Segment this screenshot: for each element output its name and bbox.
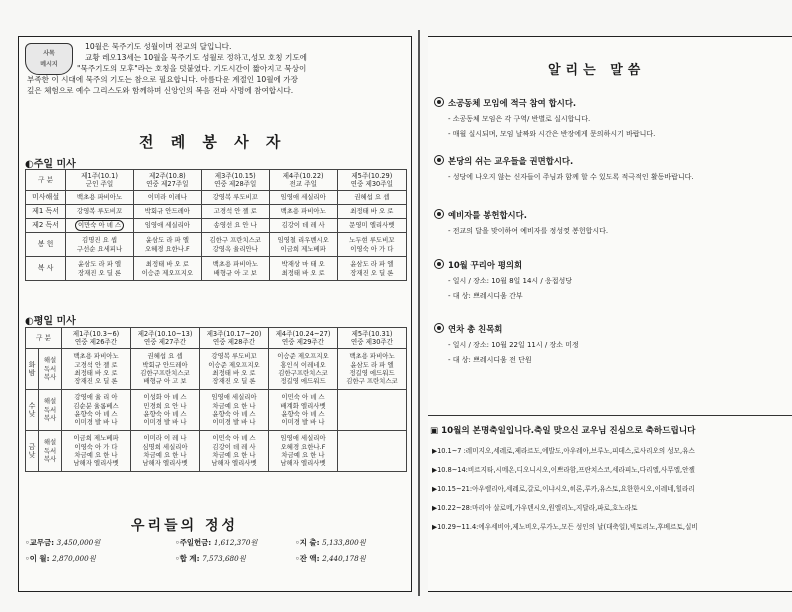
- cell-line: 제4주(10.22): [282, 171, 324, 180]
- offering-label: ◦잔 액:: [295, 554, 323, 563]
- table-cell: [133, 233, 201, 257]
- intro-line: 부족한 이 시대에 묵주의 기도는 참으로 필요합니다. 아름다운 계절인 10월에 가장: [27, 75, 298, 84]
- cell-line: 김명진 요 셉: [82, 236, 117, 245]
- notice-item: [434, 155, 790, 182]
- cell-line: 차금예 요 한 나: [281, 451, 325, 459]
- table-row: [26, 390, 407, 431]
- cell-line: 화: [28, 360, 36, 369]
- table-cell: [66, 205, 134, 219]
- table-cell: [338, 349, 407, 390]
- cell-line: 장재진 오 딜 론: [74, 377, 118, 386]
- cell-line: 제2주(10.10~13): [137, 329, 193, 338]
- cell-line: 박회규 안드레아: [144, 207, 190, 216]
- cell-line: 백초용 파비아노: [212, 260, 258, 269]
- table-cell: [131, 390, 200, 431]
- table-cell: [66, 191, 134, 205]
- cell-line: 오혜경 요한나.F: [144, 244, 190, 253]
- cell-line: 이미경 발 바 나: [143, 418, 187, 427]
- table-row: [26, 205, 407, 219]
- offering-value: 2,440,178원: [322, 554, 366, 563]
- cell-line: 제4주(10.24~27): [275, 329, 331, 338]
- table-cell: [337, 233, 406, 257]
- sunday-mass-heading: ◐주일 미사: [25, 159, 76, 170]
- cell-line: 이승준 제오프지오: [141, 268, 194, 277]
- cell-line: 홍인식 이레네오: [280, 360, 326, 369]
- offering-label: ◦주일헌금:: [175, 538, 214, 547]
- table-cell: [269, 205, 337, 219]
- cell-line: 구선순 요세피나: [76, 244, 123, 253]
- cell-line: 남해자 엘리사벳: [142, 459, 188, 468]
- role-label: [39, 349, 62, 390]
- cell-line: 윤향숙 아 녜 스: [143, 410, 187, 418]
- notice-item: [434, 259, 790, 301]
- cell-line: 김한구 프란치스코: [346, 377, 398, 386]
- table-cell: [66, 257, 134, 281]
- cell-line: 장재진 오 딜 론: [212, 377, 256, 386]
- feast-day-line: ▶10.8~14:비르지타,시메온,디오니시오,이쁘라함,프란치스코,세라피노,다리엘,사무엘,안젤: [432, 466, 695, 474]
- cell-line: 배형규 아 고 보: [213, 268, 257, 277]
- cell-line: 최정태 바 오 로: [212, 369, 256, 377]
- cell-line: 임영철 리우벤시오: [277, 236, 329, 245]
- cell-line: 윤향숙 아 녜 스: [74, 410, 118, 418]
- cell-line: 최정태 바 오 로: [281, 268, 325, 277]
- cell-line: 제1주(10.1): [81, 171, 118, 180]
- table-cell: [269, 349, 338, 390]
- table-cell: [66, 219, 134, 233]
- column-header: [200, 328, 269, 349]
- notice-item: [434, 209, 790, 236]
- intro-line: "묵주기도의 모후"라는 호칭을 덧붙였다. 기도시간이 짧아지고 묵상이: [77, 64, 307, 73]
- cell-line: 제2주(10.8): [148, 171, 186, 180]
- cell-line: 제3주(10.15): [214, 171, 256, 180]
- notice-heading-text: 본당의 쉬는 교우들을 권면합시다.: [448, 156, 574, 166]
- table-cell: [62, 349, 131, 390]
- liturgy-servers-title: 전 례 봉 사 자: [139, 133, 287, 151]
- cell-line: 해설: [43, 356, 57, 365]
- table-row: [26, 233, 407, 257]
- cell-line: 최정태 바 오 로: [74, 369, 118, 377]
- cell-line: 해설: [43, 438, 57, 447]
- cell-line: 배계화 엘리사벳: [280, 401, 326, 410]
- cell-line: 전교 주일: [289, 180, 317, 188]
- cell-line: 차금예 요 한 나: [212, 451, 256, 459]
- cell-line: 연중 제28주간: [212, 338, 256, 346]
- notice-line: - 일시 / 장소: 10월 8일 14시 / 응접성당: [448, 277, 573, 285]
- table-cell: [62, 390, 131, 431]
- cell-line: 권혜섭 요 셉: [354, 193, 390, 202]
- table-cell: [133, 205, 201, 219]
- offering-title: 우리들의 정성: [131, 518, 239, 534]
- cell-line: 윤삼도 라 파 엘: [77, 260, 122, 269]
- table-cell: [269, 390, 338, 431]
- weekday-roster-table: [25, 327, 407, 472]
- cell-line: 윤삼도 라 파 엘: [145, 236, 189, 245]
- notice-item: [434, 97, 790, 139]
- cell-line: 이미라 이레나: [147, 193, 187, 202]
- offering-label: ◦지 출:: [295, 538, 323, 547]
- table-cell: [133, 219, 201, 233]
- table-cell: [131, 349, 200, 390]
- table-row: [26, 257, 407, 281]
- cell-line: 이미경 발 바 나: [281, 418, 325, 427]
- cell-line: 김한구프란치스코: [140, 369, 190, 377]
- cell-line: 제3주(10.17~20): [206, 329, 262, 338]
- cell-line: 심명희 세실리아: [142, 442, 188, 451]
- cell-line: 최정태 바 오 로: [145, 260, 189, 269]
- notice-heading-text: 연차 총 친목회: [448, 324, 503, 334]
- column-header: [201, 170, 269, 191]
- table-cell: [337, 257, 406, 281]
- cell-line: 이승준 제오프지오: [208, 360, 260, 369]
- cell-line: 오혜경 요한나.F: [280, 442, 326, 451]
- cell-line: 민경희 요 안 나: [143, 401, 187, 410]
- notice-heading: [434, 259, 790, 271]
- feast-day-line: ▶10.22~28:마리아 살로메,가우덴시오,원엘리노,지달라,파로,호노라토: [432, 504, 638, 512]
- cell-line: 정길영 에드워드: [280, 377, 326, 386]
- fold-divider: [418, 30, 420, 596]
- table-row: [26, 219, 407, 233]
- cell-line: 임영애 세실리아: [280, 434, 326, 443]
- notice-line: - 성당에 나오지 않는 신자들이 주님과 함께 할 수 있도록 적극적인 활동바랍니다.: [448, 173, 694, 181]
- table-cell: [269, 431, 338, 472]
- cell-line: 장재진 오 딜 론: [77, 268, 122, 277]
- cell-line: 장재진 오 딜 론: [350, 268, 394, 277]
- cell-line: 고경석 안 젤 로: [213, 207, 257, 216]
- day-label: [26, 390, 39, 431]
- cell-line: 김한구프란치스코: [278, 369, 328, 377]
- cell-line: 연중 제30주일: [350, 180, 393, 188]
- cell-line: 박회규 안드레아: [142, 360, 188, 369]
- table-cell: [201, 205, 269, 219]
- notice-heading-text: 소공동체 모임에 적극 참여 합시다.: [448, 98, 577, 108]
- feast-day-line: ▶10.1~7 :레미지오,세레로,제라르도,에발도,아우레아,브루노,피데스,로사리오의 성모,유스: [432, 447, 695, 455]
- cell-line: 차금예 요 한 나: [74, 451, 118, 459]
- table-cell: [66, 233, 134, 257]
- day-label: [26, 431, 39, 472]
- cell-line: 제5주(10.29): [351, 171, 393, 180]
- offering-item: [175, 537, 257, 548]
- bullet-icon: [434, 209, 444, 219]
- cell-line: 최정태 바 오 로: [350, 207, 394, 216]
- cell-line: 군인 주일: [85, 180, 114, 188]
- table-cell: [269, 219, 337, 233]
- cell-line: 금: [28, 442, 36, 451]
- notice-line: - 전교의 달을 맞이하여 예비자를 정성껏 봉헌합시다.: [448, 227, 609, 235]
- badge-line-1: 사목: [43, 50, 55, 57]
- column-header: 구 분: [26, 328, 62, 349]
- notice-heading: [434, 209, 790, 221]
- cell-line: 연중 제30주간: [350, 338, 394, 346]
- cell-line: 이금희 제노베파: [280, 244, 326, 253]
- cell-line: 강영복 루도비꼬: [211, 352, 257, 361]
- cell-line: 박재상 마 태 오: [281, 260, 325, 269]
- cell-line: 백초용 파비아노: [73, 352, 119, 361]
- offering-label: ◦합 계:: [175, 554, 203, 563]
- cell-line: 권혜섭 요 셉: [147, 352, 183, 361]
- cell-line: 독서: [43, 446, 57, 455]
- column-header: [337, 170, 406, 191]
- cell-line: 복사: [43, 455, 57, 464]
- left-panel: [18, 36, 412, 592]
- notice-heading: [434, 323, 790, 335]
- intro-line: 10월은 묵주기도 성월이며 전교의 달입니다.: [85, 42, 232, 51]
- table-header-row: [26, 170, 407, 191]
- cell-line: 이민숙 아 녜 스: [212, 434, 256, 443]
- cell-line: 이만숙 아 녜 스: [75, 220, 124, 230]
- weekday-mass-heading: ◐평일 미사: [25, 316, 76, 327]
- bullet-icon: [434, 97, 444, 107]
- intro-line: 깊은 체험으로 예수 그리스도와 함께하며 신앙인의 복음 전파 사명에 참여합시다.: [27, 86, 294, 95]
- offering-value: 5,133,800원: [322, 538, 366, 547]
- offering-label: ◦이 월:: [25, 554, 53, 563]
- notice-heading-text: 10월 꾸리아 평의회: [448, 260, 523, 270]
- cell-line: 남해자 엘리사벳: [73, 459, 119, 468]
- column-header: [269, 170, 337, 191]
- role-label: [39, 431, 62, 472]
- offering-item: [175, 553, 246, 564]
- table-header-row: [26, 328, 407, 349]
- feast-days-list: [428, 445, 792, 531]
- cell-line: 이승준 제오프지오: [277, 352, 329, 361]
- table-cell: [133, 191, 201, 205]
- row-label: 제2 독서: [26, 219, 66, 233]
- cell-line: 윤향숙 아 녜 스: [212, 410, 256, 418]
- column-header: [66, 170, 134, 191]
- cell-line: 임영애 세실리아: [280, 193, 326, 202]
- table-row: [26, 191, 407, 205]
- cell-line: 백초용 파비아노: [76, 193, 123, 202]
- cell-line: 이미경 발 바 나: [74, 418, 118, 427]
- table-cell: [201, 191, 269, 205]
- cell-line: 윤삼도 라 파 엘: [350, 360, 394, 369]
- table-cell: [200, 431, 269, 472]
- feast-days-heading: ▣ 10월의 본명축일입니다.축일 맞으신 교우님 진심으로 축하드립니다: [430, 426, 696, 436]
- cell-line: 김강이 데 레 사: [212, 442, 256, 451]
- column-header: [62, 328, 131, 349]
- cell-line: 김순분 율롬베스: [73, 401, 119, 410]
- offering-item: [295, 553, 366, 564]
- table-cell: [200, 390, 269, 431]
- table-cell: [269, 191, 337, 205]
- table-cell: [131, 431, 200, 472]
- table-cell: [338, 390, 407, 431]
- table-cell: [133, 257, 201, 281]
- cell-line: 윤삼도 라 파 엘: [350, 260, 394, 269]
- cell-line: 연중 제26주간: [74, 338, 118, 346]
- offering-item: [25, 553, 96, 564]
- notice-heading-text: 예비자를 봉헌합시다.: [448, 210, 527, 220]
- cell-line: 임영애 세실리아: [144, 221, 190, 230]
- cell-line: 구 분: [38, 175, 53, 184]
- column-header: [269, 328, 338, 349]
- table-cell: [338, 431, 407, 472]
- cell-line: 수: [28, 401, 36, 410]
- badge-line-2: 메시지: [40, 61, 58, 68]
- cell-line: 정길영 에드워드: [349, 369, 395, 377]
- cell-line: 연중 제27주간: [143, 338, 187, 346]
- cell-line: 윤향숙 아 녜 스: [281, 410, 325, 418]
- row-label: 미사해설: [26, 191, 66, 205]
- table-cell: [200, 349, 269, 390]
- offering-item: [295, 537, 366, 548]
- cell-line: 문영미 엘리사벳: [349, 221, 395, 230]
- cell-line: 강영애 율 리 아: [74, 393, 118, 402]
- cell-line: 남해자 엘리사벳: [211, 459, 257, 468]
- table-cell: [62, 431, 131, 472]
- cell-line: 낮: [28, 451, 36, 459]
- cell-line: 복사: [43, 414, 57, 423]
- role-label: [39, 390, 62, 431]
- row-label: 제1 독서: [26, 205, 66, 219]
- cell-line: 복사: [43, 373, 57, 382]
- table-row: [26, 349, 407, 390]
- offering-value: 7,573,680원: [202, 554, 246, 563]
- cell-line: 제1주(10.3~6): [72, 329, 120, 338]
- cell-line: 차금예 요 한 나: [212, 401, 256, 410]
- table-row: [26, 431, 407, 472]
- cell-line: 차금예 요 한 나: [143, 451, 187, 459]
- cell-line: 임영애 세실리아: [211, 393, 257, 402]
- offering-value: 1,612,370원: [213, 538, 258, 547]
- cell-line: 노두현 루도비꼬: [349, 236, 395, 245]
- day-label: [26, 349, 39, 390]
- offering-item: [25, 537, 100, 548]
- cell-line: 이미라 이 레 나: [143, 434, 187, 443]
- cell-line: 연중 제27주일: [146, 180, 189, 188]
- cell-line: 김강이 데 레 사: [281, 221, 325, 230]
- cell-line: 이민숙 아 녜 스: [281, 393, 325, 402]
- cell-line: 백초용 파비아노: [280, 207, 326, 216]
- intro-message: [27, 41, 407, 96]
- cell-line: 이금희 제노베파: [73, 434, 119, 443]
- cell-line: 연중 제29주간: [281, 338, 325, 346]
- offering-value: 3,450,000원: [56, 538, 101, 547]
- table-cell: [201, 219, 269, 233]
- cell-line: 독서: [43, 405, 57, 414]
- row-label: 봉 헌: [26, 233, 66, 257]
- announcements-title: 알리는 말씀: [548, 63, 646, 78]
- table-cell: [337, 219, 406, 233]
- intro-line: 교황 레오13세는 10월을 묵주기도 성월로 정하고,성모 호칭 기도에: [85, 53, 308, 62]
- table-cell: [337, 191, 406, 205]
- cell-line: 연중 제28주일: [214, 180, 257, 188]
- bullet-icon: [434, 323, 444, 333]
- sunday-roster-table: [25, 169, 407, 281]
- cell-line: 밤: [28, 369, 36, 377]
- cell-line: 고경석 안 젤 로: [74, 360, 118, 369]
- cell-line: 제5주(10.31): [351, 329, 393, 338]
- notice-heading: [434, 97, 790, 109]
- cell-line: 이미경 발 바 나: [212, 418, 256, 427]
- bullet-icon: [434, 155, 444, 165]
- notice-line: - 소공동체 모임은 각 구역/ 반별로 실시합니다.: [448, 115, 591, 123]
- table-cell: [201, 233, 269, 257]
- cell-line: 백초용 파비아노: [349, 352, 395, 361]
- cell-line: 송영선 요 안 나: [213, 221, 257, 230]
- feast-day-line: ▶10.29~11.4:에우세비아,제노비오,루가노,모든 성인의 날(대축일),빅토리노,후베르토,실비: [432, 523, 698, 531]
- offering-value: 2,870,000원: [52, 554, 96, 563]
- table-cell: [201, 257, 269, 281]
- notice-item: [434, 323, 790, 365]
- bullet-icon: [434, 259, 444, 269]
- row-label: 복 사: [26, 257, 66, 281]
- column-header: [338, 328, 407, 349]
- notice-line: - 대 상: 쁘레시디움 간부: [448, 292, 523, 300]
- notice-line: - 매월 실시되며, 모임 날짜와 시간은 반장에게 문의하시기 바랍니다.: [448, 130, 656, 138]
- cell-line: 배형규 아 고 보: [143, 377, 187, 386]
- table-cell: [269, 257, 337, 281]
- notice-line: - 대 상: 쁘레시디움 전 단원: [448, 356, 532, 364]
- cell-line: 낮: [28, 410, 36, 418]
- cell-line: 이성화 아 녜 스: [143, 393, 187, 402]
- notice-heading: [434, 155, 790, 167]
- feast-days-section: [428, 409, 792, 531]
- cell-line: 이영숙 아 가 다: [74, 442, 118, 451]
- table-cell: [269, 233, 337, 257]
- offering-label: ◦교무금:: [25, 538, 57, 547]
- column-header: [26, 170, 66, 191]
- cell-line: 강영옥 율리안나: [212, 244, 258, 253]
- cell-line: 강영복 루도비꼬: [76, 207, 123, 216]
- cell-line: 강영복 루도비꼬: [212, 193, 258, 202]
- cell-line: 독서: [43, 364, 57, 373]
- cell-line: 이영숙 아 가 다: [350, 244, 394, 253]
- right-panel: [428, 36, 792, 592]
- column-header: [133, 170, 201, 191]
- section-rule: [428, 415, 792, 416]
- cell-line: 김한구 프란치스코: [209, 236, 261, 245]
- column-header: [131, 328, 200, 349]
- notice-line: - 일시 / 장소: 10월 22일 11시 / 장소 미정: [448, 341, 579, 349]
- cell-line: 남해자 엘리사벳: [280, 459, 326, 468]
- table-cell: [337, 205, 406, 219]
- feast-day-line: ▶10.15~21:아우렐리아,세레로,갈로,이냐시오,히론,루카,유스토,요한한시오,이레네,힐라리: [432, 485, 695, 493]
- cell-line: 해설: [43, 397, 57, 406]
